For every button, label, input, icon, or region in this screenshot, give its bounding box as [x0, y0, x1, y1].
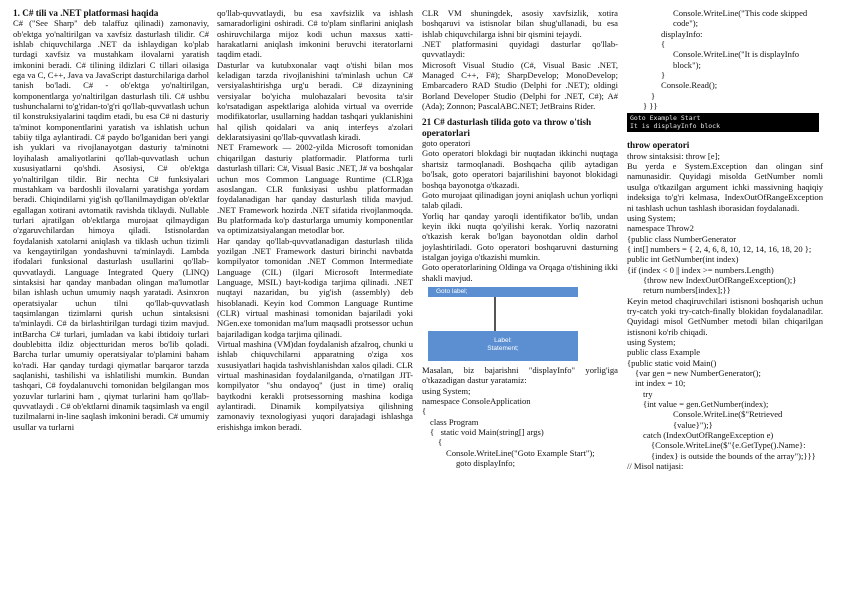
code-block [627, 337, 823, 471]
code-line: } [661, 70, 666, 81]
goto-label-bar: Goto label; [428, 287, 578, 297]
code-line: {Console.WriteLine($"{e.GetType().Name}: {index} is outside the bounds of the array");}}} [651, 440, 816, 461]
column-1 [13, 8, 209, 432]
column-3 [422, 8, 618, 468]
connector-line [494, 297, 496, 331]
code-line: namespace Throw2 [627, 223, 694, 234]
column-4 [627, 8, 823, 471]
console-line: Goto Example Start [630, 114, 701, 123]
console-line: It is displayInfo block [630, 121, 721, 130]
paragraph: C# ("See Sharp" deb talaffuz qilinadi) zamonaviy, ob'ektga yo'naltirilgan va xavfsiz dasturlash tilidir. C# ishlab chiquvchilarga .NET da ishlaydigan ko'plab turdagi xavfsiz va mustahkam ilovalarni yaratish imkonini beradi. C# tilining ildizlari C tillari oilasiga ega va C, C++, Java va JavaScript dasturchilariga darhol tanish bo'ladi. C# - ob'ektga yo'naltirilgan, komponentlarga yo'naltirilgan dasturlash tili. C# ushbu tushunchalarni to'g'ridan-to'g'ri qo'llab-quvvatlash uchun til konstruksiyalarini taqdim etadi, bu esa C# ni dasturiy ta'minot komponentlarini yaratish va ishlatish uchun tabiiy tilga aylantiradi. C# paydo bo'lganidan beri yangi ish yuklari va rivojlanayotgan dasturiy ta'minotni loyihalash amaliyotlarini qo'llab-quvvatlash uchun xususiyatlarni qo'shdi. Asosiysi, C# ob'ektga yo'naltirilgan tildir. Bir nechta C# funksiyalari mustahkam va bardoshli ilovalarni yaratishga yordam beradi. Chiqindilarni yig'ish qo'llanilmaydigan ob'ektlar egallagan xotirani avtomatik ravishda tiklaydi. Nullable turlari ajratilgan ob'ektlarga murojaat qilmaydigan o'zgaruvchilardan himoya qiladi. Istisnolardan foydalanish xatolarni aniqlash va tiklash uchun tizimli va kengaytirilgan yondashuvni ta'minlaydi. Lambda ifodalari funksional dasturlash usullarini qo'llab-quvvatlaydi. Language Integrated Query (LINQ) sintaksisi har qanday manbadan olingan ma'lumotlar bilan ishlash uchun umumiy naqsh yaratadi. Asinxron operatsiyalar uchun tilni qo'llab-quvvatlash taqsimlangan tizimlarni qurish uchun sintaksisni ta'minlaydi. C# da birlashtirilgan turdagi tizim mavjud. intBarcha C# turlari, jumladan va kabi ibtidoiy turlari doublebitta ildiz objectturidan meros bo'lib qoladi. Barcha turlar umumiy operatsiyalar to'plamini baham ko'radi. Har qanday turdagi qiymatlar barqaror tarzda saqlanishi, tashilishi va ishlatilishi mumkin. Bundan tashqari, C# foydalanuvchi tomonidan belgilangan mos yozuvlar turlarini ham , qiymat turlarini ham qo'llab-quvvatlaydi . C# ob'ektlarni dinamik taqsimlash va engil tuzilmalarni in-line saqlash imkonini beradi. C# umumiy usullar va turlarni [13, 18, 209, 432]
code-line: { [661, 39, 666, 50]
paragraph: Keyin metod chaqiruvchilari istisnoni boshqarish uchun try-catch yoki try-catch-finally blokidan foydalanadilar. Quyidagi misol GetNumber metodi bilan chiqarilgan istisnoni ko'rib chiqadi. [627, 295, 823, 337]
code-line: using System; [627, 336, 676, 347]
code-line: try [643, 388, 653, 399]
section-heading: throw operatori [627, 140, 690, 151]
code-line: {if (index < 0 || index >= numbers.Length) [627, 264, 774, 275]
code-line: public int GetNumber(int index) [627, 254, 739, 265]
code-line: catch (IndexOutOfRangeException e) [643, 430, 774, 441]
code-line: { int[] numbers = { 2, 4, 6, 8, 10, 12, 14, 16, 18, 20 }; [627, 243, 812, 254]
code-line: } [651, 90, 656, 101]
paragraph: qo'llab-quvvatlaydi, bu esa xavfsizlik va ishlash samaradorligini oshiradi. C# to'plam sinflarini aniqlash oshiruvchilarga mijoz kodi uchun maxsus xatti-harakatlarni aniqlash imkonini beruvchi iteratorlarni taqdim etadi. [217, 8, 413, 60]
code-line: Console.Read(); [661, 80, 718, 91]
paragraph: NET Framework — 2002-yilda Microsoft tomonidan chiqarilgan dasturiy platformadir. Platforma turli dasturlash tillari: C#, Visual Basic .NET, J# va boshqalar uchun mos Common Language Runtime (CLR)ga asoslangan. CLR funksiyasi ushbu platformadan foydalanadigan har qanday dasturlash tilida mavjud. .NET Framework hozirda .NET sifatida rivojlanmoqda. Bu platformada ko'p dasturlarga umumiy komponentlar va optimizatsiyalangan metodlar bor. [217, 142, 413, 236]
code-line: using System; [422, 385, 471, 396]
code-line: { static void Main(string[] args) [430, 427, 544, 437]
paragraph: Microsoft Visual Studio (C#, Visual Basic .NET, Managed C++, F#); SharpDevelop; MonoDevelop; Embarcadero RAD Studio (Delphi for .NET); oldingi Borland Developer Studio (Delphi for .NET, C#); A# (Ada); Zonnon; PascalABC.NET; JetBrains Rider. [422, 59, 618, 112]
code-line: // Misol natijasi: [627, 461, 684, 472]
paragraph: throw sintaksisi: throw [e]; [627, 150, 720, 161]
code-line: {var gen = new NumberGenerator(); [635, 368, 761, 378]
code-line: class Program [430, 416, 479, 427]
label-statement-box [428, 331, 578, 361]
code-line: Console.WriteLine("It is displayInfo block"); [673, 49, 802, 70]
column-2 [217, 8, 413, 432]
code-line: {throw new IndexOutOfRangeException();} [643, 274, 797, 285]
paragraph: Yorliq har qanday yaroqli identifikator bo'lib, undan keyin ikki nuqta qo'yilishi kerak. Yorliq nazoratni o'tkazish kerak bo'lgan bayonotdan oldin darhol joylashtiriladi. Goto operatori boshqaruvni dasturning istalgan joyiga o'tkazishi mumkin. [422, 210, 618, 262]
code-line: namespace ConsoleApplication [422, 395, 531, 406]
goto-diagram [428, 287, 578, 361]
paragraph: Har qanday qo'llab-quvvatlanadigan dasturlash tilida yozilgan .NET Framework dasturi birinchi navbatda kompilyator tomonidan .NET Common Intermediate Language (CIL) (ilgari Microsoft Intermediate Language, MSIL) bayt-kodiga tarjima qilinadi. .NET nuqtayi nazaridan, bu yig'ish (assembly) deb hisoblanadi. Keyin kod Common Language Runtime (CLR) virtual mashinasi tomonidan bajariladi yoki NGen.exe tomonidan ma'lum maqsadli protsessor uchun bajariladigan kodga tarjima qilinadi. [217, 235, 413, 339]
paragraph: Goto operatori blokdagi bir nuqtadan ikkinchi nuqtaga shartsiz tarmoqlanadi. Boshqacha qilib aytadigan bo'lsak, goto operatori bajarilishini bayonot blokidagi boshqa bayonotga o'tkazadi. [422, 148, 618, 190]
code-line: displayInfo: [661, 28, 703, 39]
code-line: goto displayInfo; [456, 458, 515, 469]
code-line: return numbers[index];}} [643, 285, 731, 296]
code-line: Console.WriteLine("Goto Example Start"); [446, 447, 595, 458]
code-line: using System; [627, 212, 676, 223]
code-line: {public static void Main() [627, 357, 717, 368]
code-line: { [422, 406, 427, 417]
paragraph: .NET platformasini quyidagi dasturlar qo'llab-quvvatlaydi: [422, 39, 618, 60]
paragraph: Bu yerda e System.Exception dan olingan sinf namunasidir. Quyidagi misolda GetNumber nomli usulga o'tkazilgan argument ichki massivning haqiqiy indeksiga to'g'ri kelmasa, IndexOutOfRangeException ni tashlash uchun tashlash iborasidan foydalanadi. [627, 161, 823, 213]
code-block [422, 386, 618, 469]
paragraph: Masalan, biz bajarishni "displayInfo" yorlig'iga o'tkazadigan dastur yaratamiz: [422, 364, 618, 386]
section-heading: 21 C# dasturlash tilida goto va throw o'tish operatorlari [422, 117, 592, 138]
paragraph: Goto murojaat qilinadigan joyni aniqlash uchun yorliqni talab qiladi. [422, 189, 618, 211]
paragraph: goto operatori [422, 138, 471, 149]
code-line: public class Example [627, 347, 701, 358]
code-line: } }} [643, 101, 658, 112]
code-line: {public class NumberGenerator [627, 233, 737, 244]
paragraph: Virtual mashina (VM)dan foydalanish afzalroq, chunki u ishlab chiquvchilarni apparatning o'ziga xos xususiyatlari haqida tashvishlanishdan xalos qiladi. CLR virtual mashinasidan foydalanilganda, o'rnatilgan JIT-kompilyator "shu ondayoq" (just in time) oraliq baytkodni kerakli protsessorning mashina kodiga aylantiradi. Dinamik kompilyatsiya qilishning zamonaviy texnologiyasi yuqori darajadagi ishlashga erishishga imkon beradi. [217, 339, 413, 432]
paragraph: CLR VM shuningdek, asosiy xavfsizlik, xotira boshqaruvi va istisnolar bilan shug'ullanadi, bu esa ishlab chiquvchilarga ishni bir qismini tejaydi. [422, 8, 618, 39]
code-line: {int value = gen.GetNumber(index); [643, 399, 769, 410]
statement-text: Statement; [487, 344, 519, 352]
code-block [627, 8, 823, 111]
section-heading: 1. C# tili va .NET platformasi haqida [13, 8, 159, 18]
paragraph: Goto operatorlarining Oldinga va Orqaga o'tishining ikki shakli mavjud. [422, 262, 618, 283]
code-line: { [438, 437, 443, 448]
paragraph: Dasturlar va kutubxonalar vaqt o'tishi bilan mos keladigan tarzda rivojlanishini ta'minlash uchun C# versiyalashtirishga urg'u beradi. C# dizaynining versiyalar bo'yicha mulohazalari bevosita ta'sir ko'rsatadigan aspektlariga alohida virtual va override modifikatorlar, usullarning haddan tashqari yuklanishini hal qilish qoidalari va aniq interfeys a'zolari deklaratsiyasini qo'llab-quvvatlash kiradi. [217, 59, 413, 143]
code-block [627, 213, 823, 296]
code-line: Console.WriteLine($"Retrieved {value}");} [673, 409, 785, 430]
console-output [627, 113, 819, 132]
code-line: Console.WriteLine("This code skipped code"); [673, 8, 810, 29]
code-line: int index = 10; [635, 378, 686, 389]
label-text: Label: [494, 336, 512, 344]
